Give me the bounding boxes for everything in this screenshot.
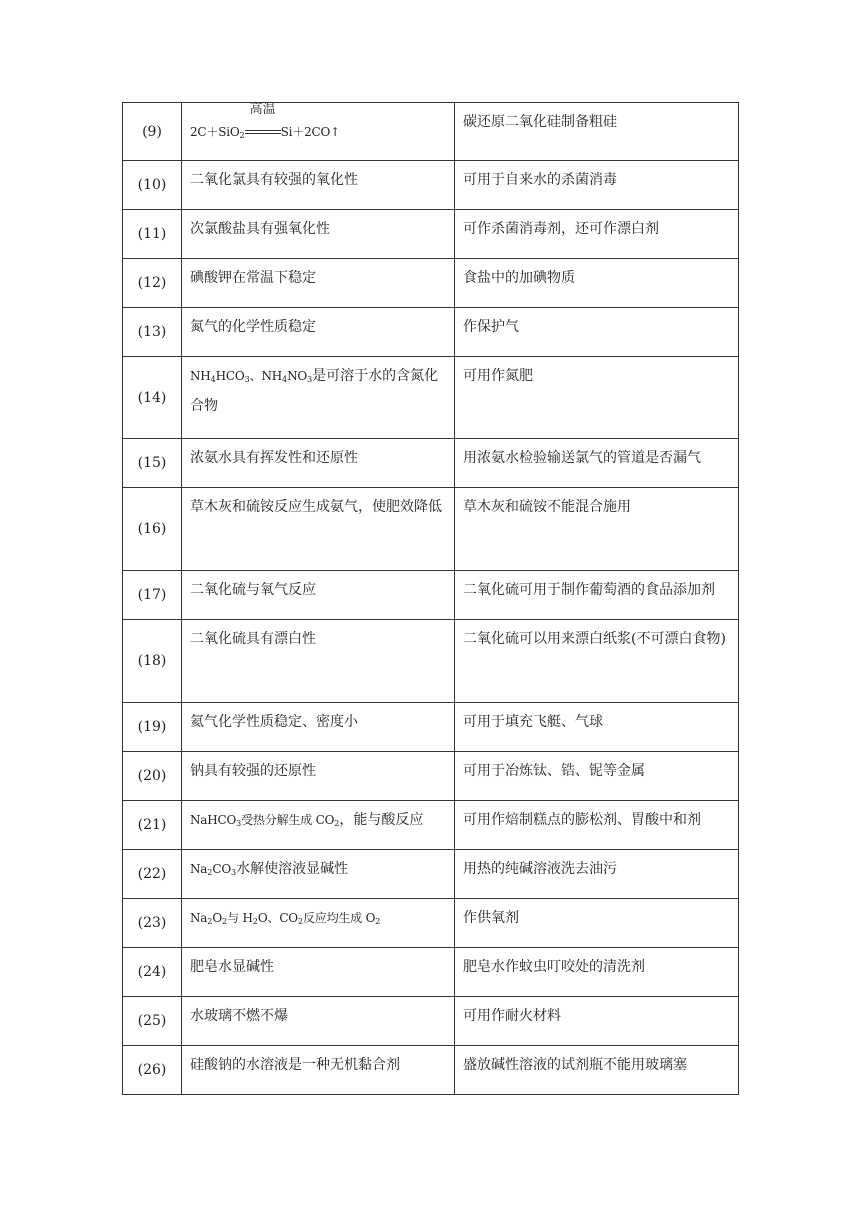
use-cell: 草木灰和硫铵不能混合施用 [455,488,739,571]
property-cell: 水玻璃不燃不爆 [182,997,455,1046]
table-row [123,620,739,703]
table-row [123,801,739,850]
table-row [123,161,739,210]
row-number: (11) [123,210,182,259]
row-number: (20) [123,752,182,801]
row-number: (14) [123,357,182,439]
use-cell: 二氧化硫可以用来漂白纸浆(不可漂白食物) [455,620,739,703]
property-cell: $Na_2CO_3$水解使溶液显碱性 [182,850,455,899]
property-cell: $Na_2O_2$与 $H_2O$、$CO_2$反应均生成 $O_2$ [182,899,455,948]
reaction-condition: 高温 [249,102,276,117]
table-row [123,850,739,899]
property-cell: 氦气化学性质稳定、密度小 [182,703,455,752]
use-cell: 可作杀菌消毒剂，还可作漂白剂 [455,210,739,259]
property-cell: 二氧化氯具有较强的氧化性 [182,161,455,210]
table-row [123,752,739,801]
row-number: (23) [123,899,182,948]
row-number: (24) [123,948,182,997]
use-cell: 可用作耐火材料 [455,997,739,1046]
use-cell: 可用于冶炼钛、锆、铌等金属 [455,752,739,801]
property-cell: 氮气的化学性质稳定 [182,308,455,357]
row-number: (16) [123,488,182,571]
table-row [123,439,739,488]
row-number: (10) [123,161,182,210]
property-cell: 2C＋SiO$_2$ 高温 Si＋2CO↑ [182,103,455,161]
property-cell: 碘酸钾在常温下稳定 [182,259,455,308]
use-cell: 碳还原二氧化硅制备粗硅 [455,103,739,161]
use-cell: 可用作氮肥 [455,357,739,439]
property-cell: 浓氨水具有挥发性和还原性 [182,439,455,488]
row-number: (9) [123,103,182,161]
table-row [123,103,739,161]
use-cell: 用热的纯碱溶液洗去油污 [455,850,739,899]
property-cell: $NH_4HCO_3$、$NH_4NO_3$是可溶于水的含氮化合物 [182,357,455,439]
row-number: (26) [123,1046,182,1095]
table-row [123,899,739,948]
table-row [123,571,739,620]
property-cell: 次氯酸盐具有强氧化性 [182,210,455,259]
property-cell: 钠具有较强的还原性 [182,752,455,801]
row-number: (12) [123,259,182,308]
use-cell: 可用作焙制糕点的膨松剂、胃酸中和剂 [455,801,739,850]
row-number: (13) [123,308,182,357]
use-cell: 食盐中的加碘物质 [455,259,739,308]
use-cell: 可用于填充飞艇、气球 [455,703,739,752]
table-row [123,259,739,308]
property-cell: 二氧化硫与氧气反应 [182,571,455,620]
use-cell: 可用于自来水的杀菌消毒 [455,161,739,210]
table-row [123,1046,739,1095]
property-cell: NaHCO$_3$受热分解生成 $CO_2$，能与酸反应 [182,801,455,850]
table-row [123,703,739,752]
row-number: (17) [123,571,182,620]
property-use-table [122,102,739,1095]
table-row [123,308,739,357]
table-row [123,948,739,997]
use-cell: 肥皂水作蚊虫叮咬处的清洗剂 [455,948,739,997]
use-cell: 盛放碱性溶液的试剂瓶不能用玻璃塞 [455,1046,739,1095]
table-row [123,210,739,259]
row-number: (22) [123,850,182,899]
table-row [123,357,739,439]
property-cell: 二氧化硫具有漂白性 [182,620,455,703]
property-cell: 硅酸钠的水溶液是一种无机黏合剂 [182,1046,455,1095]
use-cell: 作供氧剂 [455,899,739,948]
row-number: (25) [123,997,182,1046]
use-cell: 作保护气 [455,308,739,357]
table-row [123,488,739,571]
property-cell: 草木灰和硫铵反应生成氨气，使肥效降低 [182,488,455,571]
row-number: (21) [123,801,182,850]
use-cell: 用浓氨水检验输送氯气的管道是否漏气 [455,439,739,488]
row-number: (15) [123,439,182,488]
use-cell: 二氧化硫可用于制作葡萄酒的食品添加剂 [455,571,739,620]
property-cell: 肥皂水显碱性 [182,948,455,997]
row-number: (19) [123,703,182,752]
row-number: (18) [123,620,182,703]
table-row [123,997,739,1046]
